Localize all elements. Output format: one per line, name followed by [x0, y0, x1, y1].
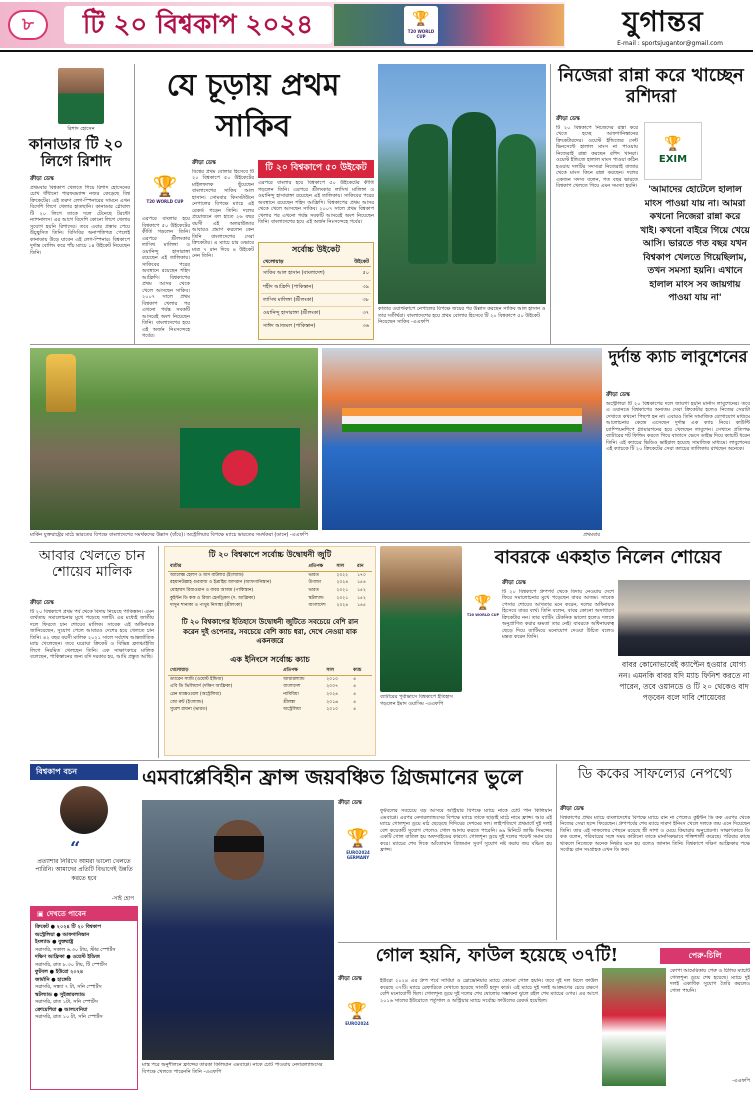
- table-cell: ৩৬: [362, 323, 369, 330]
- babar-quote: বাবর কোনোভাবেই ক্যাপ্টেন হওয়ার যোগ্য নন। এমনকি বাবর যদি ম্যাচ ফিনিশ করতে না পারেন, তবে ওয়ানডে ও টি ২০ থেকেও বাদ পড়বেন বলে দাবি শোয়েবের: [618, 660, 750, 702]
- table-cell: ২০২৪: [336, 580, 349, 586]
- quote-icon: “: [70, 838, 81, 859]
- babar-article: [502, 580, 614, 758]
- newspaper-logo: [578, 4, 748, 38]
- table-cell: ২০২৪: [326, 692, 339, 698]
- table-cell: ১৭০: [357, 572, 366, 578]
- exim-sponsor-badge: [644, 122, 702, 180]
- table-row: [168, 675, 372, 683]
- table-cell: নামিবিয়া: [283, 692, 299, 698]
- divider: [30, 760, 750, 761]
- table-cell: লাসিথ মালিঙ্গা (শ্রীলংকা): [263, 296, 314, 303]
- dekock-article: [560, 806, 750, 940]
- header-team-collage: [334, 4, 564, 46]
- wicket-table: [261, 258, 371, 333]
- trophy-icon: 🏆: [474, 595, 492, 612]
- opening-stats-box: [164, 546, 376, 756]
- table-header-cell: খেলোয়াড়: [263, 259, 284, 265]
- table-cell: সাঈদ আজমল (পাকিস্তান): [263, 323, 316, 330]
- table-cell: ৫০: [362, 270, 369, 277]
- table-cell: ১৫২: [357, 587, 366, 593]
- trophy-icon: 🏆: [347, 1000, 367, 1020]
- wc-badge-text: T20 WORLD CUP: [146, 199, 184, 204]
- table-row: [261, 267, 371, 280]
- peru-credit: -এএফপি: [732, 1078, 750, 1084]
- bachan-label: বিশ্বকাপ বচন: [36, 767, 77, 776]
- wc-badge-text: T20 WORLD CUP: [466, 612, 500, 617]
- table-cell: ১৪৫: [357, 603, 366, 609]
- list-item: অস্ট্রেলিয়া ● আফগানিস্তান: [35, 931, 90, 938]
- table-cell: উগান্ডা: [308, 580, 322, 586]
- rishad-headline: কানাডার টি ২০ লিগে রিশাদ: [28, 135, 124, 171]
- table-cell: অস্ট্রেলিয়া: [283, 707, 301, 713]
- trophy-icon: 🏆: [664, 136, 682, 152]
- table-cell: কুইন্টন ডি কক ও রিজা হেনড্রিকস (দ. আফ্রিকা): [170, 595, 255, 601]
- catch-article: [606, 392, 750, 538]
- wc-logo-small: [466, 586, 500, 626]
- mbappe-photo: [142, 800, 334, 1060]
- dekock-desk: ক্রীড়া ডেস্ক: [560, 806, 584, 812]
- table-cell: ১৫৪: [357, 580, 366, 586]
- catch-headline: দুর্দান্ত ক্যাচ লাবুশেনের: [608, 347, 748, 366]
- sakib-highlight-box: [258, 160, 374, 178]
- table-cell: সাকিব আল হাসান (বাংলাদেশ): [263, 270, 325, 277]
- peru-body: কোপা আমেরিকায় পেরু ও চিলির ম্যাচটি গোলশূন্য ড্রয়ে শেষ হয়েছে। ম্যাচে দুই দলই একাধিক সুযোগ তৈরি করলেও গোল পায়নি।: [670, 968, 750, 994]
- dekock-headline: ডি ককের সাফল্যের নেপথ্যে: [577, 766, 733, 782]
- table-cell: ২০১০: [326, 707, 339, 713]
- exim-sponsor-text: EXIM: [658, 153, 688, 165]
- header-rule: [0, 50, 753, 52]
- table-header-cell: ক্যাচ: [353, 668, 362, 674]
- table-header-cell: খেলোয়াড়: [170, 668, 189, 674]
- goal-headline: গোল হয়নি, ফাউল হয়েছে ৩৭টি!: [375, 945, 619, 966]
- babar-headline: বাবরকে একহাত নিলেন শোয়েব: [494, 547, 722, 568]
- euro-badge-text: EURO2024 GERMANY: [346, 850, 370, 861]
- table-cell: শহীদ আফ্রিদি (পাকিস্তান): [263, 283, 314, 290]
- table-cell: এবি ডি ভিলিয়ার্স (দক্ষিণ আফ্রিকা): [170, 684, 233, 690]
- opening-table: [168, 563, 372, 610]
- divider: [550, 64, 551, 344]
- bachan-portrait: [60, 786, 108, 834]
- sakib-photo-caption: কাতার ওয়ার্ল্ডকাপে নেপালের বিপক্ষে জয়ের পর উল্লাস করছেন সাকিব আল হাসান ও তার সতীর্থরা। বাংলাদেশের হয়ে প্রথম বোলার হিসেবে টি ২০ বিশ্বকাপে ৫০ উইকেট নিয়েছেন সাকিব -এএফপি: [378, 306, 546, 325]
- rishad-desk: ক্রীড়া ডেস্ক: [30, 176, 54, 182]
- rishad-article: [30, 176, 130, 336]
- bangladesh-fans-photo: [30, 348, 318, 530]
- table-cell: ২০২২: [336, 572, 349, 578]
- table-cell: ২০২১: [336, 595, 349, 601]
- table-cell: ভারত: [308, 587, 319, 593]
- catches-table: [168, 667, 372, 714]
- rashid-quote: 'আমাদের হোটেলে হালাল মাংস পাওয়া যায় না। আমরা কখনো নিজেরা রান্না করে খাই। কখনো বাইরে গিয়ে খেয়ে আসি। ভারতে গত বছর যখন বিশ্বকাপ খেলতে গিয়েছিলাম, তখন সমস্যা হয়নি। এখানে হালাল মাংস সব জায়গায় পাওয়া যায় না': [640, 185, 750, 303]
- table-cell: ২০২১: [336, 587, 349, 593]
- mbappe-photo-caption: মাস্ক পরে অনুশীলনে ফ্রান্সের তারকা কিলিয়ান এমবাপ্পে। নাকে চোট পাওয়ায় নেদারল্যান্ডসের বিপক্ষে খেলতে পারেননি তিনি -এএফপি: [142, 1062, 323, 1075]
- divider: [30, 542, 750, 543]
- table-cell: ওয়ানিন্দু হাসারাঙ্গা (শ্রীলংকা): [263, 310, 321, 316]
- table-row: [168, 699, 372, 707]
- table-cell: ৩৭: [362, 310, 369, 316]
- table-row: [168, 706, 372, 714]
- schedule-label: দেখতে পাবেন: [46, 909, 86, 918]
- wc-logo-badge: [404, 6, 438, 44]
- list-item: ক্রোয়েশিয়া ● আলবেনিয়া: [35, 1006, 88, 1013]
- table-cell: ২০১৬: [326, 699, 339, 705]
- table-header-cell: উইকেট: [354, 259, 369, 265]
- table-cell: ২০২৪: [336, 603, 349, 609]
- logo-text: যুগান্তর: [622, 4, 704, 38]
- table-row: [168, 691, 372, 699]
- euro-badge-text: EURO2024: [345, 1020, 369, 1026]
- shoaib-photo: [618, 580, 750, 656]
- list-item: স্কটল্যান্ড ● সুইজারল্যান্ড: [35, 991, 85, 998]
- peru-label-bar: [660, 948, 750, 964]
- page-number: ৮: [22, 13, 34, 35]
- schedule-label-bar: [31, 907, 137, 921]
- table-row: [168, 595, 372, 603]
- table-cell: ১৫২: [357, 595, 366, 601]
- table-cell: আয়ারল্যান্ড: [283, 676, 305, 682]
- babar-desk: ক্রীড়া ডেস্ক: [502, 580, 526, 586]
- table-cell: ড্যারেন স্যামি (ওয়েস্ট ইন্ডিজ): [170, 676, 224, 682]
- table-header-row: [261, 258, 371, 267]
- rishad-name-tag: রিশাদ হোসেন: [67, 126, 95, 132]
- table-header-cell: রান: [357, 564, 364, 569]
- sakib-body-right: এরপরে বাংলার হয়ে বিশ্বকাপে ৫০ উইকেটের কীর্তি গড়লেন তিনি। এরপরে শ্রীলংকার লাসিথ মালিঙ্গা ও ওয়ানিন্দু হাসারাঙ্গা রয়েছেন এই তালিকায়। সাকিবের পরের অবস্থানে রয়েছেন শহিদ আফ্রিদি। বিশ্বকাপের প্রথম আসর থেকে খেলে আসছেন সাকিব। ২০০৭ সালে প্রথম বিশ্বকাপ খেলার পর এখনো পর্যন্ত সবকটি আসরেই অংশ নিয়েছেন তিনি। বাংলাদেশের হয়ে এই অর্জন নিঃসন্দেহে গর্বের।: [258, 180, 374, 225]
- table-cell: বাংলাদেশ: [308, 603, 326, 609]
- table-row: [261, 307, 371, 320]
- table-header-cell: প্রতিপক্ষ: [308, 564, 324, 569]
- table-cell: ৪: [353, 676, 357, 682]
- wc-logo-small: [142, 164, 188, 214]
- fans-photo-caption: মার্কিন যুক্তরাষ্ট্রের মাঠে ভারতের বিপক্ষে বাংলাদেশের সমর্থকদের উল্লাস (বাঁয়ে)। অস্ট্রেলিয়ার বিপক্ষে ম্যাচে ভারতের সমর্থকরা (ডানে) -এএফপি: [30, 532, 308, 538]
- table-cell: ২০০৭: [326, 684, 339, 690]
- divider: [158, 546, 159, 758]
- divider: [30, 344, 750, 345]
- table-cell: ৪: [353, 707, 357, 713]
- page-number-badge: [8, 10, 48, 40]
- bachan-quote: প্রত্যাশার নিরিখে আমরা ভালো খেলতে পারিনি। আমাদের প্রতিটি বিভাগেই উন্নতি করতে হবে: [35, 858, 133, 882]
- opening-note: টি ২০ বিশ্বকাপের ইতিহাসে উদ্বোধনী জুটিতে সবচেয়ে বেশি রান করেন দুই ওপেনার, সবচেয়ে বেশি ক্যাচ ধরা, দেখে নেওয়া যাক একনজরে: [181, 617, 359, 646]
- table-header-row: [168, 667, 372, 675]
- table-header-cell: সাল: [336, 564, 345, 569]
- malik-desk: ক্রীড়া ডেস্ক: [30, 600, 54, 606]
- rashid-body: টি ২০ বিশ্বকাপে নিজেদের রান্না করে খেতে হচ্ছে আফগানিস্তানের ক্রিকেটারদের। ওয়েস্ট ইন্ডিজের সেন্ট ভিনসেন্টে হালাল মাংস না পাওয়ায় নিজেরাই রান্না করছেন রশিদ খানরা। ওয়েস্ট ইন্ডিজে হালাল মাংস পাওয়া কঠিন হওয়ায় দলটির সদস্যরা নিজেরাই বাজার থেকে মাংস কিনে রান্না করছেন। দলের একজন সদস্য বলেন, গত বছর ভারতে বিশ্বকাপ খেলতে গিয়ে এমন সমস্যা হয়নি।: [556, 124, 638, 190]
- trophy-icon: 🏆: [346, 827, 370, 849]
- rashid-desk: ক্রীড়া ডেস্ক: [556, 116, 580, 122]
- list-item: সরাসরি, রাত ১টা, সনি স্পোর্টস: [35, 999, 98, 1005]
- peru-label: পেরু-চিলি: [688, 951, 722, 960]
- sakib-table-title: সর্বোচ্চ উইকেট: [291, 245, 341, 254]
- table-cell: ভারত: [308, 572, 319, 578]
- table-cell: ৩৮: [362, 296, 369, 303]
- table-row: [168, 602, 372, 610]
- table-cell: ৪: [353, 692, 357, 698]
- malik-article: [30, 600, 154, 754]
- sakib-desk: ক্রীড়া ডেস্ক: [192, 160, 216, 166]
- table-cell: ৩৯: [362, 283, 369, 290]
- player-figure: [408, 124, 448, 264]
- goal-desk: ক্রীড়া ডেস্ক: [338, 976, 362, 982]
- player-figure: [452, 112, 496, 264]
- list-item: সরাসরি, সন্ধ্যা ৭ টা, সনি স্পোর্টস: [35, 984, 102, 990]
- table-cell: রহমানউল্লাহ গুরবাজ ও ইব্রাহিম জাদরান (আফগানিস্তান): [170, 580, 272, 586]
- wc-badge-text: T20 WORLD CUP: [407, 28, 435, 39]
- bachan-label-bar: [30, 764, 138, 780]
- table-cell: সুরেশ রায়না (ভারত): [170, 707, 208, 713]
- table-cell: ৪: [353, 699, 357, 705]
- list-item: জার্মানি ● হাঙ্গেরি: [35, 976, 71, 983]
- rashid-headline: নিজেরা রান্না করে খাচ্ছেন রশিদরা: [558, 65, 744, 107]
- table-cell: দাসুন শানাকা ও পাথুম নিসাঙ্কা (শ্রীলংকা): [170, 603, 243, 609]
- divider: [338, 942, 750, 943]
- france-desk: ক্রীড়া ডেস্ক: [338, 800, 362, 806]
- divider: [134, 64, 135, 344]
- bachan-credit: -সাই হোপ: [111, 896, 134, 902]
- opening-table-title: টি ২০ বিশ্বকাপে সর্বোচ্চ উদ্বোধনী জুটি: [208, 550, 332, 559]
- table-cell: ২০১০: [326, 676, 339, 682]
- email-line: E-mail : sportsjugantor@gmail.com: [617, 40, 723, 47]
- sakib-body-lower: এরপরে বাংলার হয়ে বিশ্বকাপে ৫০ উইকেটের কীর্তি গড়লেন তিনি। এরপরে শ্রীলংকার লাসিথ মালিঙ্গা ও ওয়ানিন্দু হাসারাঙ্গা রয়েছেন এই তালিকায়। সাকিবের পরের অবস্থানে রয়েছেন শহিদ আফ্রিদি। বিশ্বকাপের প্রথম আসর থেকে খেলে আসছেন সাকিব। ২০০৭ সালে প্রথম বিশ্বকাপ খেলার পর এখনো পর্যন্ত সবকটি আসরেই অংশ নিয়েছেন তিনি। বাংলাদেশের হয়ে এই অর্জন নিঃসন্দেহে গর্বের।: [142, 216, 190, 339]
- babar-body: টি ২০ বিশ্বকাপে গ্রুপপর্ব থেকে বিদায় নেওয়ায় দেশে ফিরে সমালোচনার মুখে পড়েছেন বাবর আজম। সাবেক পেসার শোয়েব আখতার মনে করেন, দলের অধিনায়ক হিসেবে বাবর ব্যর্থ। তিনি বলেন, বাবর কোনো অসাধারণ ক্রিকেটার নন। তার ব্যাটিং টেকনিক ভালো হলেও দলকে অনুপ্রাণিত করার ক্ষমতা তার নেই। বাবরকে অধিনায়কত্ব ছেড়ে দিয়ে ব্যাটিংয়ে মনোযোগ দেওয়া উচিত বলেও মন্তব্য করেন তিনি।: [502, 588, 614, 641]
- catch-desk: ক্রীড়া ডেস্ক: [606, 392, 630, 398]
- catches-table-title: এক ইনিংসে সর্বোচ্চ ক্যাচ: [230, 655, 310, 665]
- euro-badge: [338, 818, 378, 870]
- india-fans-photo: [322, 348, 602, 530]
- list-item: সরাসরি, সকাল ৬.৩০ টায়, স্টার স্পোর্টস: [35, 946, 116, 953]
- sakib-celebration-photo: [378, 64, 546, 304]
- section-title: টি ২০ বিশ্বকাপ ২০২৪: [82, 9, 314, 40]
- list-item: দক্ষিণ আফ্রিকা ● ওয়েস্ট ইন্ডিজ: [35, 954, 100, 960]
- list-item: সরাসরি, রাত ১০ টা, সনি স্পোর্টস: [35, 1014, 103, 1020]
- table-row: [168, 579, 372, 587]
- imad-photo: [380, 546, 462, 692]
- table-row: [261, 280, 371, 293]
- player-figure: [498, 134, 536, 264]
- table-header-cell: সাল: [326, 668, 334, 674]
- rishad-photo: [58, 68, 104, 124]
- fans-photo-credit: প্রথমবার: [583, 532, 600, 538]
- divider: [556, 764, 557, 940]
- table-header-cell: ব্যাটার: [170, 564, 182, 569]
- sakib-body-left: বিশ্বের প্রথম বোলার হিসেবে টি ২০ বিশ্বকাপে ৫০ উইকেটের মাইলফলক ছুঁয়েছেন বাংলাদেশের সাকিব আল হাসান। সোমবার কিংসটাউনে নেপালের বিপক্ষে ম্যাচে এই রেকর্ড গড়েন তিনি। দলের প্রয়োজনে বল হাতে ২৬ বছর বয়সী এই অলরাউন্ডার আবারও প্রমাণ করলেন কেন তিনি বাংলাদেশের সেরা ক্রিকেটার। এ ম্যাচে চার ওভারে মাত্র ৭ রান দিয়ে ৪ উইকেট নেন তিনি।: [192, 168, 254, 260]
- babar-photo-caption: ব্যাটারের পূর্বাভাসে বিশ্বকাপে ইতিহাস গড়লেন ইমাদ ওয়াসিম -এএফপি: [380, 694, 453, 707]
- malik-body: টি ২০ বিশ্বকাপে প্রথম পর্ব থেকে বিদায় নিয়েছে পাকিস্তান। এমন ব্যর্থতায় সমালোচনার মুখে পড়েছে দলটি। এর মধ্যেই জাতীয় দলে ফিরতে চান শোয়েব মালিক। সাবেক এই অধিনায়ক জানিয়েছেন, সুযোগ পেলে আবারও দেশের হয়ে খেলতে চান তিনি। ৪২ বছর বয়সী মালিক ২০২১ সালে সর্বশেষ আন্তর্জাতিক ম্যাচ খেলেছেন। তবে ঘরোয়া ক্রিকেট ও বিভিন্ন ফ্র্যাঞ্চাইজি লিগে নিয়মিত খেলছেন তিনি। এক সাক্ষাৎকারে মালিক বলেছেন, পাকিস্তানের জন্য যদি দরকার হয়, আমি প্রস্তুত আছি।: [30, 608, 154, 661]
- malik-headline: আবার খেলতে চান শোয়েব মালিক: [38, 548, 146, 581]
- france-headline: এমবাপ্পেবিহীন ফ্রান্স জয়বঞ্চিত গ্রিজমানের ভুলে: [142, 765, 523, 789]
- table-row: [168, 571, 372, 579]
- table-cell: ৪: [353, 684, 357, 690]
- table-row: [168, 683, 372, 691]
- page-header: [0, 0, 753, 52]
- rishad-body: প্রথমবার বিশ্বকাপ খেলতে গিয়ে রিশাদ হোসেনের চোখ ধাঁধানো পারফরম্যান্স নজর কেড়েছে বিশ্ব ক্রিকেটের। এই তরুণ লেগ-স্পিনারের সামনে এখন বিদেশি লিগে খেলার হাতছানি। কানাডার গ্লোবাল টি ২০ লিগে তাকে দলে টেনেছে টরন্টো ন্যাশনালস। এর আগে বিদেশি কোনো লিগে খেলার সুযোগ হয়নি রিশাদের। তবে এবার প্রস্তাব পেয়ে উচ্ছ্বসিত তিনি। বিসিবির অনাপত্তিপত্র পেলেই কানাডায় উড়ে যাবেন এই লেগ-স্পিনার। বিশ্বকাপে দুর্দান্ত বোলিং করে পাঁচ ম্যাচে ১৪ উইকেট নিয়েছেন তিনি।: [30, 184, 130, 256]
- table-cell: মোহাম্মদ রিজওয়ান ও বাবর আজম (পাকিস্তান): [170, 587, 254, 593]
- table-cell: অ্যালেক্স হেলস ও জস বাটলার (ইংল্যান্ড): [170, 572, 244, 578]
- table-header-row: [168, 563, 372, 571]
- sakib-wicket-table: [258, 242, 374, 340]
- peru-chile-photo: [602, 968, 666, 1086]
- sakib-article-left: [192, 160, 254, 340]
- rashid-article: [556, 116, 638, 344]
- sakib-headline: যে চূড়ায় প্রথম সাকিব: [166, 68, 340, 144]
- trophy-icon: [46, 354, 76, 412]
- list-item: ক্রিকেট ● ২০২৪ টি ২০ বিশ্বকাপ: [35, 924, 101, 930]
- list-item: ইংল্যান্ড ● যুক্তরাষ্ট্র: [35, 939, 74, 945]
- table-row: [168, 587, 372, 595]
- section-title-box: [64, 6, 332, 44]
- table-cell: শ্রীলঙ্কা: [283, 699, 296, 705]
- table-header-cell: প্রতিপক্ষ: [283, 668, 298, 674]
- schedule-box: [30, 906, 138, 1090]
- euro-badge: [338, 990, 376, 1036]
- schedule-list: [31, 921, 137, 1025]
- bangladesh-flag: [180, 428, 300, 508]
- list-item: সরাসরি, রাত ৮.৩০ টায়, টি স্পোর্টস: [35, 961, 107, 968]
- trophy-icon: 🏆: [412, 11, 430, 28]
- france-body: ফুটবলের সবচেয়ে বড় আসরে অস্ট্রিয়ার বিপক্ষে ম্যাচে নাকে চোট পান কিলিয়ান এমবাপ্পে। এরপর নেদারল্যান্ডসের বিপক্ষে ম্যাচে তাকে ছাড়াই মাঠে নামে ফ্রান্স। আর এই ম্যাচে গোলশূন্য ড্রয়ে মাঠ ছেড়েছে দিদিয়ের দেশমের দল। লাইপজিগে প্রথমার্ধে দুই দলই বেশ কয়েকটি সুযোগ পেলেও গোল আদায় করতে পারেনি। ৬৯ মিনিটে জাভি সিমন্সের একটি গোল বাতিল হয় অফসাইডের কারণে। গোলশূন্য ড্রয়ে দুই দলের পয়েন্ট সমান চার করে। ম্যাচের শেষ দিকে আঁতোয়ান গ্রিজমান সুবর্ণ সুযোগ নষ্ট করায় জয় বঞ্চিত হয় ফ্রান্স।: [380, 808, 552, 853]
- trophy-icon: 🏆: [152, 174, 178, 198]
- table-row: [261, 320, 371, 333]
- catch-body: অস্ট্রেলিয়া টি ২০ বিশ্বকাপের দলে জায়গা হয়নি মার্নাস লাবুশেনের। তবে এ ওয়ানডে বিশ্বকাপের অন্যতম সেরা ক্রিকেটার হলেও নিজের সেরাটা দেখাতে কখনো পিছপা হন না। এবারও তিনি সামাজিক যোগাযোগ মাধ্যমে আলোচনার কেন্দ্রে এসেছেন দুর্দান্ত এক ক্যাচ নিয়ে। কাউন্টি চ্যাম্পিয়নশিপে গ্ল্যামারগনের হয়ে খেলছেন লাবুশেন। সেখানে প্রতিপক্ষ ব্যাটারের শট ফিল্ডিং করতে গিয়ে বাতাসে ভেসে ডাইভ দিয়ে ক্যাচটি ধরেন তিনি। এই ক্যাচের ভিডিও ভাইরাল হয়েছে সামাজিক মাধ্যমে। লাবুশেনের এই ক্যাচকে টি ২০ ক্রিকেটের সেরা ক্যাচের তালিকায় রাখছেন অনেকে।: [606, 400, 750, 453]
- list-item: ফুটবল ● ইউরো ২০২৪: [35, 969, 84, 975]
- tv-icon: ▣: [37, 909, 44, 918]
- table-row: [261, 293, 371, 306]
- goal-body: ইউরো ২০২৪ এর গ্রুপ পর্বে সার্বিয়া ও স্লোভেনিয়ার ম্যাচে কোনো গোল হয়নি। তবে দুই দল মিলে ফাউল করেছে ৩৭টি। ম্যাচে রেফারিকে দেখাতে হয়েছে সাতটি হলুদ কার্ড। এই ম্যাচে দুই দলই আক্রমণের চেয়ে রক্ষণে বেশি মনোযোগী ছিল। গোলশূন্য ড্রয়ে দুই দলের শেষ ষোলোর সম্ভাবনা ঝুলে রইল শেষ ম্যাচের ওপর। এর আগে ২০১৬ সালের ইউরোতে পর্তুগাল ও অস্ট্রিয়ার ম্যাচে সর্বোচ্চ ফাউলের রেকর্ড হয়েছিল।: [380, 978, 598, 1004]
- dekock-body: বিশ্বকাপের প্রথম ম্যাচে বাংলাদেশের বিপক্ষে ম্যাচে রান না পেলেও কুইন্টন ডি কক এরপর থেকে নিজের সেরা ছন্দে ফিরেছেন। গ্রুপপর্বের শেষ ম্যাচে দারুণ ইনিংস খেলে দলকে জয় এনে দিয়েছেন তিনি। তার এই সাফল্যের পেছনে রয়েছে স্ত্রী সাশা ও মেয়ে কিয়ারার অনুপ্রেরণা। সাক্ষাৎকারে ডি কক বলেন, পরিবারের সঙ্গে সময় কাটানো তাকে মানসিকভাবে শক্তিশালী করেছে। পরিবার কাছে থাকলে নিজেকে অনেক নির্ভার মনে হয় বলেও জানান তিনি। বিশ্বকাপে দক্ষিণ আফ্রিকার পক্ষে সর্বোচ্চ রান সংগ্রাহক এখন ডি কক।: [560, 814, 750, 854]
- table-cell: বাংলাদেশ: [283, 684, 301, 690]
- table-cell: জো রুট (ইংল্যান্ড): [170, 699, 204, 705]
- sakib-highlight-label: টি ২০ বিশ্বকাপে ৫০ উইকেট: [265, 163, 367, 174]
- table-cell: গ্লেন ম্যাক্সওয়েল (অস্ট্রেলিয়া): [170, 692, 222, 698]
- table-cell: স্কটল্যান্ড: [308, 595, 324, 601]
